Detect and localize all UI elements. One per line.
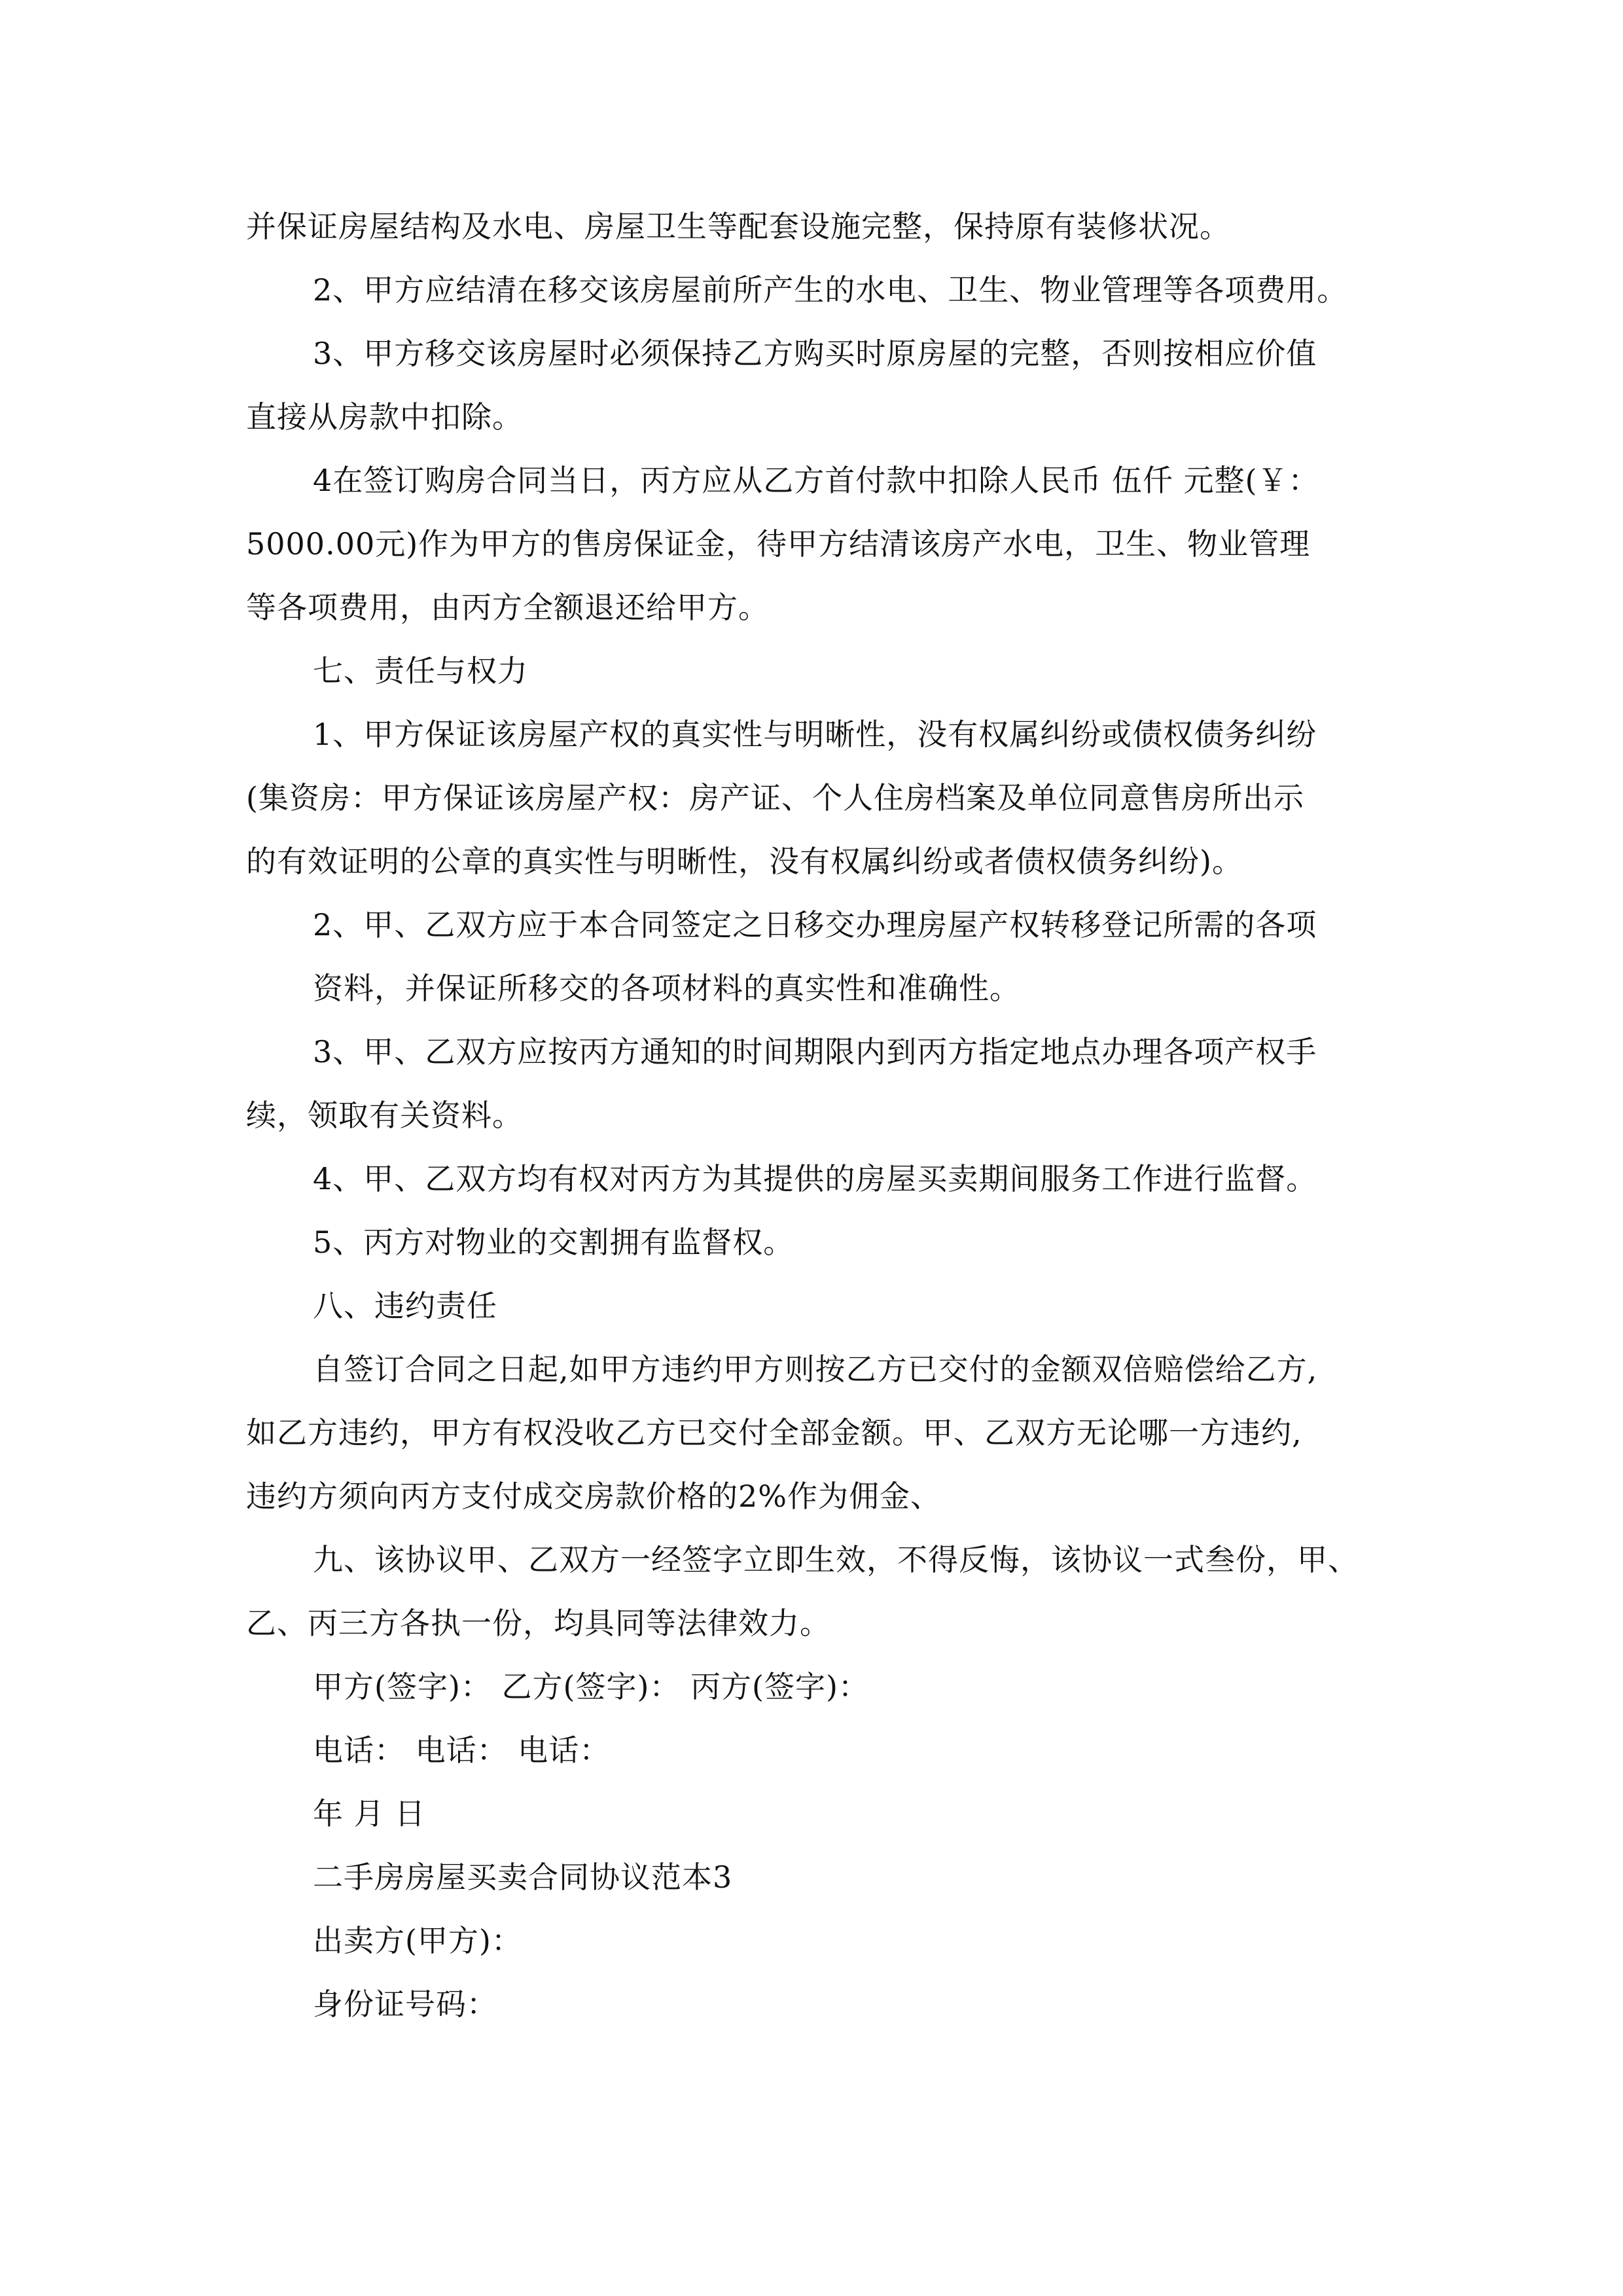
text-line: 3、甲、乙双方应按丙方通知的时间期限内到丙方指定地点办理各项产权手 — [313, 1034, 1317, 1069]
text-line: 如乙方违约，甲方有权没收乙方已交付全部金额。甲、乙双方无论哪一方违约, — [246, 1415, 1302, 1450]
text-line: 续，领取有关资料。 — [246, 1098, 523, 1133]
text-line: 1、甲方保证该房屋产权的真实性与明晰性，没有权属纠纷或债权债务纠纷 — [313, 717, 1317, 752]
text-line: 自签订合同之日起,如甲方违约甲方则按乙方已交付的金额双倍赔偿给乙方, — [313, 1352, 1318, 1387]
id-number-line: 身份证号码： — [313, 1986, 497, 2022]
text-line: 2、甲、乙双方应于本合同签定之日移交办理房屋产权转移登记所需的各项 — [313, 907, 1317, 942]
section-heading: 七、责任与权力 — [313, 653, 528, 689]
text-line: 资料，并保证所移交的各项材料的真实性和准确性。 — [313, 971, 1020, 1006]
text-line: 4在签订购房合同当日，丙方应从乙方首付款中扣除人民币 伍仟 元整(￥： — [313, 463, 1319, 498]
text-line: (集资房：甲方保证该房屋产权：房产证、个人住房档案及单位同意售房所出示 — [246, 780, 1304, 816]
document-title: 二手房房屋买卖合同协议范本3 — [313, 1859, 733, 1895]
text-line: 等各项费用，由丙方全额退还给甲方。 — [246, 590, 769, 625]
document-body — [246, 195, 1398, 2036]
date-line: 年 月 日 — [313, 1796, 426, 1831]
text-line: 5000.00元)作为甲方的售房保证金，待甲方结清该房产水电，卫生、物业管理 — [246, 526, 1311, 562]
text-line: 乙、丙三方各执一份，均具同等法律效力。 — [246, 1605, 830, 1641]
text-line: 并保证房屋结构及水电、房屋卫生等配套设施完整，保持原有装修状况。 — [246, 209, 1230, 244]
text-line: 5、丙方对物业的交割拥有监督权。 — [313, 1225, 794, 1260]
text-line: 九、该协议甲、乙双方一经签字立即生效，不得反悔，该协议一式叁份，甲、 — [313, 1542, 1359, 1577]
seller-line: 出卖方(甲方)： — [313, 1923, 522, 1958]
section-heading: 八、违约责任 — [313, 1288, 497, 1323]
text-line: 直接从房款中扣除。 — [246, 399, 523, 435]
text-line: 4、甲、乙双方均有权对丙方为其提供的房屋买卖期间服务工作进行监督。 — [313, 1161, 1317, 1196]
text-line: 3、甲方移交该房屋时必须保持乙方购买时原房屋的完整，否则按相应价值 — [313, 336, 1317, 371]
text-line: 的有效证明的公章的真实性与明晰性，没有权属纠纷或者债权债务纠纷)。 — [246, 844, 1243, 879]
phone-line: 电话： 电话： 电话： — [313, 1732, 611, 1768]
signature-line: 甲方(签字)： 乙方(签字)： 丙方(签字)： — [313, 1669, 869, 1704]
text-line: 2、甲方应结清在移交该房屋前所产生的水电、卫生、物业管理等各项费用。 — [313, 272, 1348, 308]
text-line: 违约方须向丙方支付成交房款价格的2%作为佣金、 — [246, 1479, 941, 1514]
